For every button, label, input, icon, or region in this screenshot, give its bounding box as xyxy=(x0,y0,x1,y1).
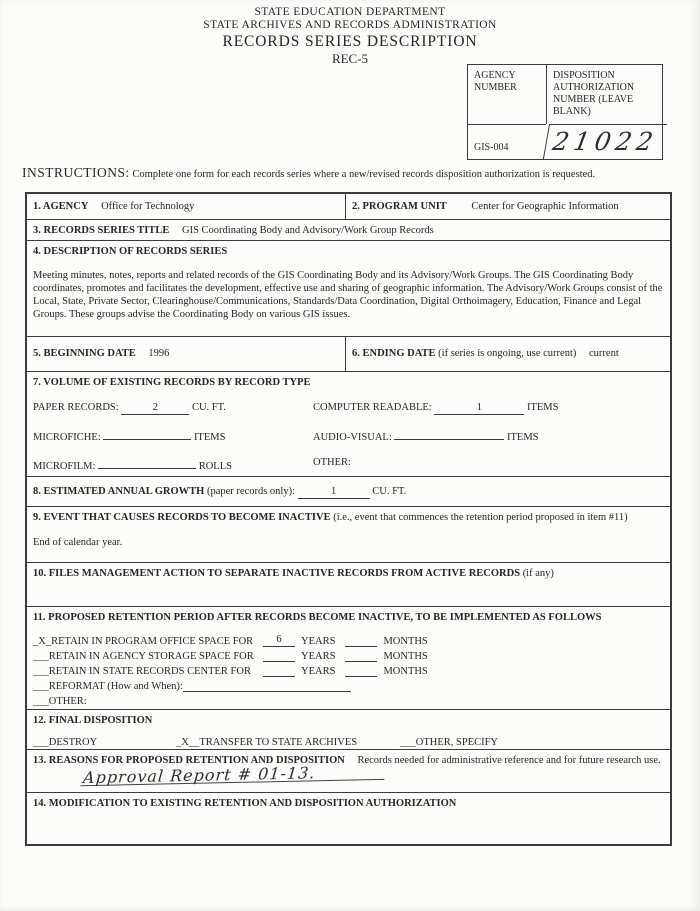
disposition-authorization-label: DISPOSITION AUTHORIZATION NUMBER (LEAVE BLANK) xyxy=(546,65,664,124)
field-agency xyxy=(27,194,345,219)
row-agency-program-unit xyxy=(27,194,670,219)
retention-program-office-years-blank: 6 xyxy=(263,634,295,647)
ending-date-label: 6. ENDING DATE xyxy=(352,348,436,359)
volume-line-2 xyxy=(33,427,664,444)
instructions-label: INSTRUCTIONS: xyxy=(22,165,130,180)
option-transfer-state-archives: _X__TRANSFER TO STATE ARCHIVES xyxy=(176,737,358,748)
paper-records-unit: CU. FT. xyxy=(191,402,226,413)
row-annual-growth xyxy=(27,476,670,506)
audio-visual-unit: ITEMS xyxy=(507,432,539,443)
volume-label: 7. VOLUME OF EXISTING RECORDS BY RECORD TYPE xyxy=(33,377,311,388)
files-management-hint: (if any) xyxy=(522,568,554,579)
program-unit-label: 2. PROGRAM UNIT xyxy=(352,201,447,212)
beginning-date-value: 1996 xyxy=(148,348,170,359)
row-retention xyxy=(27,606,670,709)
retention-state-records-months-blank xyxy=(345,664,377,677)
retention-line-program-office xyxy=(33,634,664,649)
retention-label: 11. PROPOSED RETENTION PERIOD AFTER RECORDS BECOME INACTIVE, TO BE IMPLEMENTED AS FOLLOWS xyxy=(33,612,602,623)
inactive-event-label: 9. EVENT THAT CAUSES RECORDS TO BECOME INACTIVE xyxy=(33,512,331,523)
field-ending-date xyxy=(345,337,670,371)
months-label: MONTHS xyxy=(383,651,428,662)
ending-date-hint: (if series is ongoing, use current) xyxy=(438,348,577,359)
reformat-blank-line xyxy=(183,679,351,692)
retention-line-other xyxy=(33,694,664,709)
other-volume-label: OTHER: xyxy=(313,457,351,468)
retention-line-agency-storage xyxy=(33,649,664,664)
series-title-label: 3. RECORDS SERIES TITLE xyxy=(33,225,170,236)
description-label: 4. DESCRIPTION OF RECORDS SERIES xyxy=(33,246,228,257)
annual-growth-unit: CU. FT. xyxy=(372,486,407,497)
beginning-date-label: 5. BEGINNING DATE xyxy=(33,348,136,359)
months-label: MONTHS xyxy=(383,666,428,677)
inactive-event-value: End of calendar year. xyxy=(33,537,123,548)
retention-line-reformat xyxy=(33,679,664,694)
series-title-value: GIS Coordinating Body and Advisory/Work Group Records xyxy=(181,225,434,236)
field-microfilm xyxy=(33,456,313,473)
retention-reformat-text: ___REFORMAT (How and When): xyxy=(33,681,183,692)
program-unit-value: Center for Geographic Information xyxy=(471,201,619,212)
computer-readable-unit: ITEMS xyxy=(526,402,559,413)
microfilm-label: MICROFILM: xyxy=(33,461,96,472)
form-title: RECORDS SERIES DESCRIPTION xyxy=(222,33,478,50)
instructions-text: Complete one form for each records series where a new/revised records disposition authorization is requested. xyxy=(132,169,596,180)
retention-state-records-text: ___RETAIN IN STATE RECORDS CENTER FOR xyxy=(33,666,251,677)
reasons-label: 13. REASONS FOR PROPOSED RETENTION AND DISPOSITION xyxy=(33,755,345,766)
row-dates xyxy=(27,336,670,371)
final-disposition-options xyxy=(33,736,664,749)
retention-program-office-text: _X_RETAIN IN PROGRAM OFFICE SPACE FOR xyxy=(33,636,254,647)
audio-visual-label: AUDIO-VISUAL: xyxy=(313,432,392,443)
form-table xyxy=(25,192,672,846)
retention-agency-storage-months-blank xyxy=(345,649,377,662)
computer-readable-blank: 1 xyxy=(434,402,524,415)
annual-growth-blank: 1 xyxy=(298,486,370,499)
annual-growth-label: 8. ESTIMATED ANNUAL GROWTH xyxy=(33,486,205,497)
years-label: YEARS xyxy=(301,651,336,662)
retention-line-state-records-center xyxy=(33,664,664,679)
modification-label: 14. MODIFICATION TO EXISTING RETENTION AND DISPOSITION AUTHORIZATION xyxy=(33,798,457,809)
field-microfiche xyxy=(33,427,313,444)
microfiche-blank xyxy=(103,427,191,440)
retention-program-office-months-blank xyxy=(345,634,377,647)
field-audio-visual xyxy=(313,427,664,444)
paper-records-label: PAPER RECORDS: xyxy=(33,402,119,413)
row-volume xyxy=(27,371,670,476)
instructions-line xyxy=(22,165,672,181)
option-other-specify: ___OTHER, SPECIFY xyxy=(400,737,499,748)
microfilm-unit: ROLLS xyxy=(198,461,232,472)
audio-visual-blank xyxy=(394,427,504,440)
row-final-disposition xyxy=(27,709,670,749)
field-other-volume xyxy=(313,456,664,473)
row-description xyxy=(27,240,670,336)
retention-agency-storage-years-blank xyxy=(263,649,295,662)
reasons-handwritten-note: Approval Report # 01-13. xyxy=(80,765,386,786)
form-number: REC-5 xyxy=(331,51,369,66)
annual-growth-hint: (paper records only): xyxy=(206,486,296,497)
administration-title: STATE ARCHIVES AND RECORDS ADMINISTRATION xyxy=(203,19,497,31)
description-value: Meeting minutes, notes, reports and related records of the GIS Coordinating Body and its Advisory/Work Groups. The GIS Coordinating Body coordinates, promotes and facilitates the development, effective use and sharing of geographic information. The Advisory/Work Groups consist of the Local, State, Private Sector, Clearinghouse/Communications, Standards/Data Coordination, Digital Orthoimagery, Education, Finance and Legal Groups. These groups advise the Coordinating Body on various GIS issues. xyxy=(33,270,663,320)
row-inactive-event xyxy=(27,506,670,562)
field-computer-readable xyxy=(313,401,664,415)
row-reasons xyxy=(27,749,670,792)
paper-records-blank: 2 xyxy=(121,402,189,415)
files-management-label: 10. FILES MANAGEMENT ACTION TO SEPARATE INACTIVE RECORDS FROM ACTIVE RECORDS xyxy=(33,568,521,579)
microfiche-label: MICROFICHE: xyxy=(33,432,101,443)
row-modification xyxy=(27,792,670,844)
department-title: STATE EDUCATION DEPARTMENT xyxy=(254,6,446,18)
option-destroy: ___DESTROY xyxy=(33,737,98,748)
agency-value: Office for Technology xyxy=(101,201,195,212)
number-stamp-box xyxy=(467,64,663,160)
ending-date-value: current xyxy=(589,348,619,359)
retention-other-text: ___OTHER: xyxy=(33,696,87,707)
form-header xyxy=(0,6,700,66)
row-files-management xyxy=(27,562,670,606)
retention-lines xyxy=(33,634,664,709)
computer-readable-label: COMPUTER READABLE: xyxy=(313,402,432,413)
microfilm-blank xyxy=(98,456,196,469)
months-label: MONTHS xyxy=(383,636,428,647)
agency-label: 1. AGENCY xyxy=(33,201,89,212)
years-label: YEARS xyxy=(301,636,336,647)
agency-number-value: GIS-004 xyxy=(468,124,546,159)
disposition-number-handwritten: 21022 xyxy=(543,124,667,159)
retention-state-records-years-blank xyxy=(263,664,295,677)
row-series-title xyxy=(27,219,670,240)
field-program-unit xyxy=(345,194,670,219)
volume-line-3 xyxy=(33,456,664,473)
microfiche-unit: ITEMS xyxy=(193,432,226,443)
agency-number-label: AGENCY NUMBER xyxy=(474,70,517,93)
reasons-value: Records needed for administrative reference and for future research use. xyxy=(357,755,661,766)
final-disposition-label: 12. FINAL DISPOSITION xyxy=(33,715,153,726)
field-beginning-date xyxy=(27,337,345,371)
retention-agency-storage-text: ___RETAIN IN AGENCY STORAGE SPACE FOR xyxy=(33,651,254,662)
inactive-event-hint: (i.e., event that commences the retention period proposed in item #11) xyxy=(333,512,628,523)
volume-line-1 xyxy=(33,401,664,415)
years-label: YEARS xyxy=(301,666,336,677)
field-paper-records xyxy=(33,401,313,415)
